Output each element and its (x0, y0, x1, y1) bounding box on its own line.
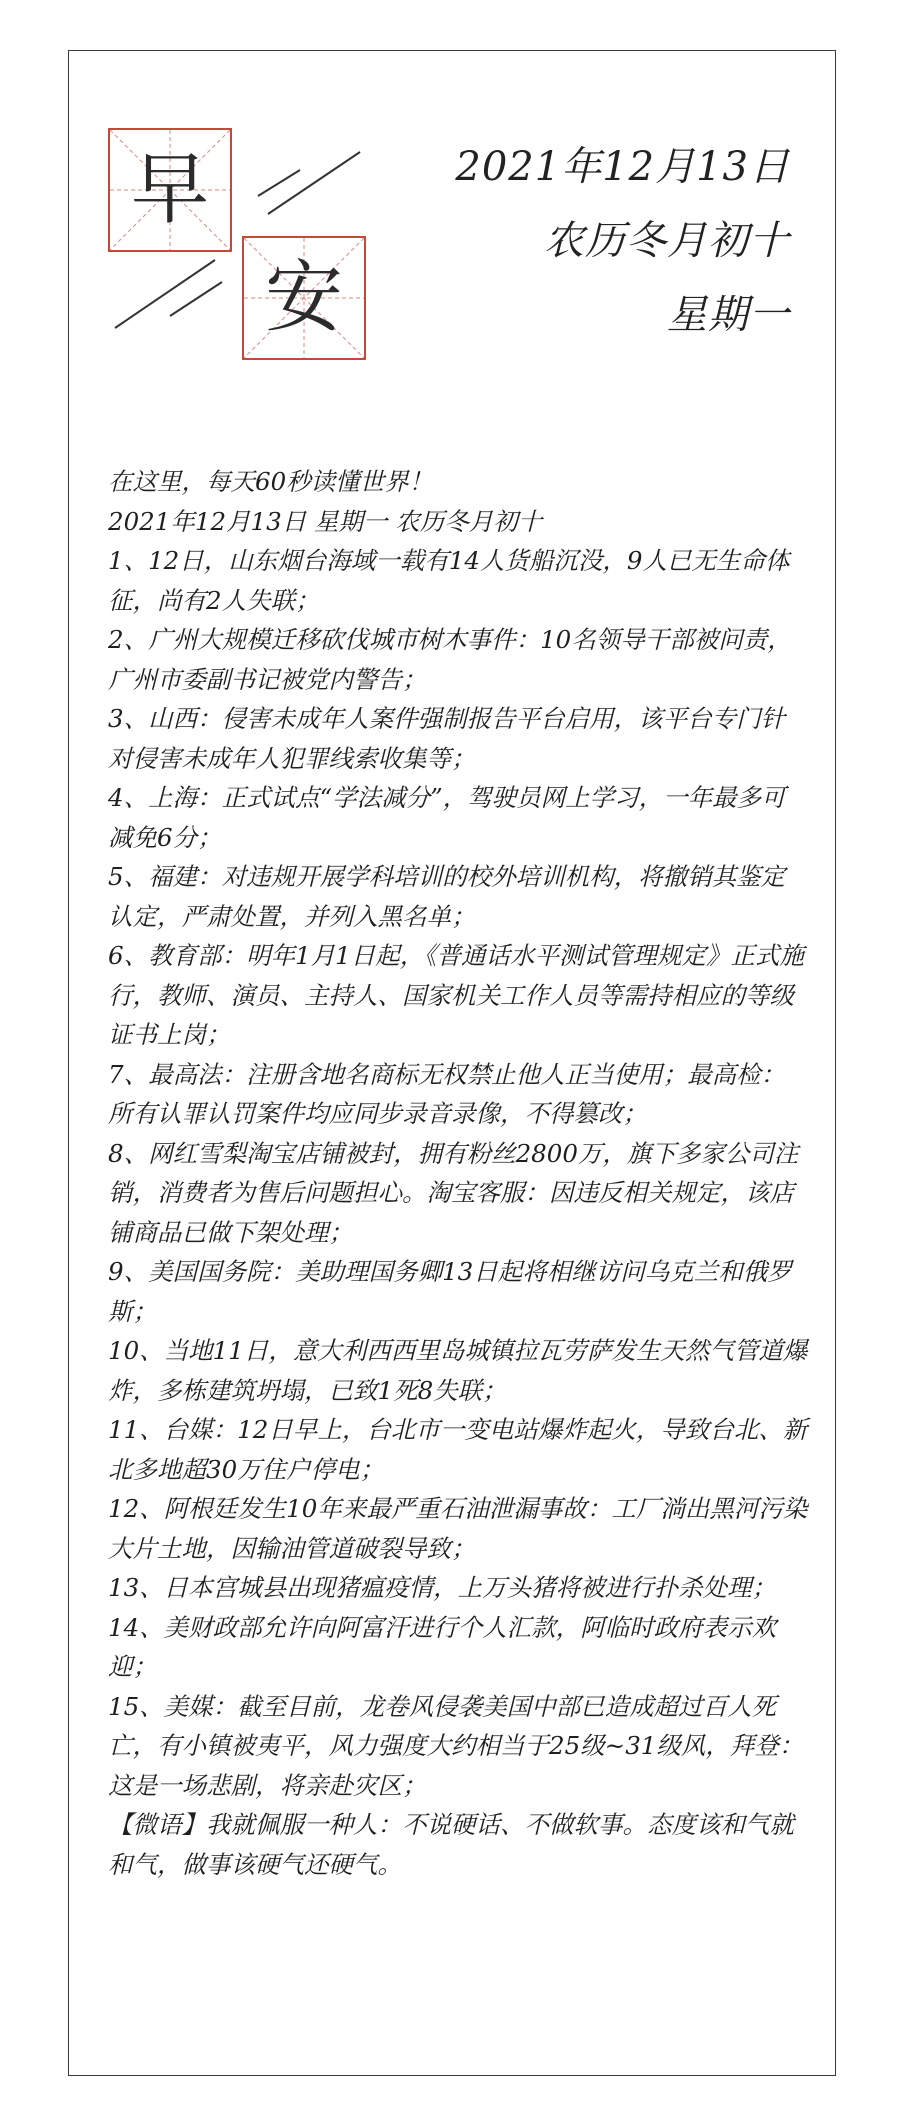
news-item: 5、福建：对违规开展学科培训的校外培训机构，将撤销其鉴定认定，严肃处置，并列入黑名单； (108, 862, 786, 931)
news-item: 4、上海：正式试点“学法减分”，驾驶员网上学习，一年最多可减免6分； (108, 783, 786, 852)
gregorian-date: 2021年12月13日 (455, 144, 790, 190)
tianzige-box-peace (242, 236, 366, 360)
morning-char: 早 (130, 145, 209, 235)
peace-char: 安 (264, 253, 343, 343)
news-item: 2、广州大规模迁移砍伐城市树木事件：10名领导干部被问责，广州市委副书记被党内警告； (108, 625, 792, 694)
news-item: 13、日本宫城县出现猪瘟疫情，上万头猪将被进行扑杀处理； (108, 1573, 777, 1602)
lunar-date: 农历冬月初十 (544, 218, 790, 264)
news-item: 8、网红雪梨淘宝店铺被封，拥有粉丝2800万，旗下多家公司注销，消费者为售后问题担心。淘宝客服：因违反相关规定，该店铺商品已做下架处理； (108, 1138, 799, 1247)
news-item: 7、最高法：注册含地名商标无权禁止他人正当使用；最高检：所有认罪认罚案件均应同步录音录像，不得篡改； (108, 1059, 786, 1128)
news-content (108, 462, 808, 1884)
news-item: 11、台媒：12日早上，台北市一变电站爆炸起火，导致台北、新北多地超30万住户停电； (108, 1415, 808, 1484)
news-item: 10、当地11日，意大利西西里岛城镇拉瓦劳萨发生天然气管道爆炸，多栋建筑坍塌，已致1死8失联； (108, 1336, 808, 1405)
dateline: 2021年12月13日 星期一 农历冬月初十 (108, 506, 543, 536)
tianzige-box-morning (108, 128, 232, 252)
news-item: 12、阿根廷发生10年来最严重石油泄漏事故：工厂淌出黑河污染大片土地，因输油管道破裂导致； (108, 1494, 808, 1563)
closing-quote: 【微语】我就佩服一种人：不说硬话、不做软事。态度该和气就和气，做事该硬气还硬气。 (108, 1810, 794, 1879)
news-item: 14、美财政部允许向阿富汗进行个人汇款，阿临时政府表示欢迎； (108, 1612, 777, 1681)
news-item: 9、美国国务院：美助理国务卿13日起将相继访问乌克兰和俄罗斯； (108, 1257, 792, 1326)
date-block (455, 130, 790, 352)
news-item: 15、美媒：截至目前，龙卷风侵袭美国中部已造成超过百人死亡，有小镇被夷平，风力强度大约相当于25级~31级风，拜登：这是一场悲剧，将亲赴灾区； (108, 1691, 804, 1800)
intro-line: 在这里，每天60秒读懂世界！ (108, 467, 434, 496)
news-item: 6、教育部：明年1月1日起，《普通话水平测试管理规定》正式施行，教师、演员、主持人、国家机关工作人员等需持相应的等级证书上岗； (108, 941, 805, 1049)
news-item: 1、12日，山东烟台海域一载有14人货船沉没，9人已无生命体征，尚有2人失联； (108, 546, 790, 615)
news-item: 3、山西：侵害未成年人案件强制报告平台启用，该平台专门针对侵害未成年人犯罪线索收集等； (108, 704, 786, 773)
weekday: 星期一 (667, 292, 790, 338)
